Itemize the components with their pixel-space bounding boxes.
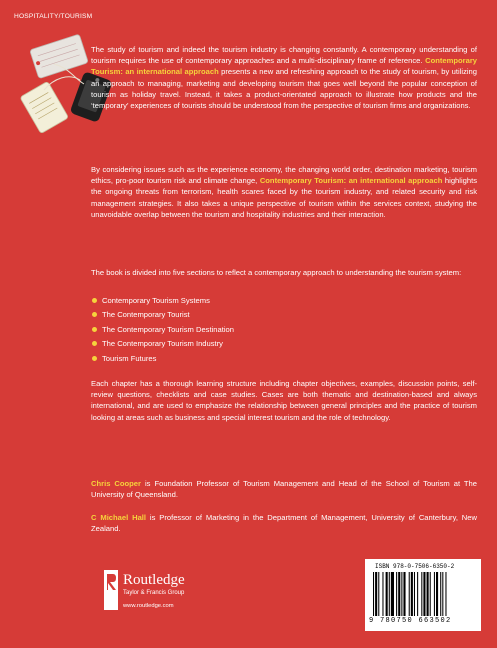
bullet-dot-icon xyxy=(92,341,97,346)
section-label: Tourism Futures xyxy=(102,353,157,363)
issues-text-before: By considering issues such as the experience economy, the changing world order, destination marketing, tourism ethics, pro-poor tourism risk and climate change, xyxy=(91,165,477,186)
bullet-dot-icon xyxy=(92,312,97,317)
author-bio-cooper xyxy=(91,478,477,500)
routledge-mark-icon xyxy=(104,570,118,610)
list-item xyxy=(91,323,391,337)
isbn-text: ISBN 978-0-7506-6350-2 xyxy=(375,563,455,570)
barcode xyxy=(365,559,481,631)
section-label: The Contemporary Tourist xyxy=(102,310,190,320)
structure-paragraph: Each chapter has a thorough learning structure including chapter objectives, examples, discussion points, self-review questions, checklists and case studies. Cases are both thematic and destination-based and always international, and are used to emphasize the relationship between general principles and the practice of tourism looking at areas such as business and special interest tourism and the role of technology. xyxy=(91,379,477,422)
author-bio-hall xyxy=(91,512,477,534)
publisher-name: Routledge xyxy=(123,572,185,588)
bullet-dot-icon xyxy=(92,356,97,361)
category-label: HOSPITALITY/TOURISM xyxy=(14,13,93,20)
barcode-bars xyxy=(373,572,473,616)
intro-paragraph xyxy=(91,44,477,111)
author-bio-text: is Professor of Marketing in the Department of Management, University of Canterbury, New Zealand. xyxy=(91,513,477,534)
bullet-dot-icon xyxy=(92,298,97,303)
list-item xyxy=(91,308,391,322)
author-name: C Michael Hall xyxy=(91,513,147,522)
sections-intro: The book is divided into five sections to reflect a contemporary approach to understanding the tourism system: xyxy=(91,268,462,277)
bullet-dot-icon xyxy=(92,327,97,332)
publisher-group: Taylor & Francis Group xyxy=(123,590,185,596)
publisher-url: www.routledge.com xyxy=(123,603,174,609)
section-label: Contemporary Tourism Systems xyxy=(102,296,210,305)
author-bio-text: is Foundation Professor of Tourism Management and Head of the School of Tourism at The University of Queensland. xyxy=(91,479,478,500)
author-name: Chris Cooper xyxy=(91,479,141,488)
publisher-logo xyxy=(104,570,224,612)
list-item xyxy=(91,352,391,366)
sections-list xyxy=(91,294,391,366)
intro-text-before: The study of tourism and indeed the tourism industry is changing constantly. A contemporary understanding of tourism requires the use of contemporary approaches and a multi-disciplinary frame of reference. xyxy=(91,45,477,66)
issues-paragraph xyxy=(91,164,477,220)
section-label: The Contemporary Tourism Destination xyxy=(102,324,234,334)
list-item xyxy=(91,337,391,351)
intro-text-after: presents a new and refreshing approach to the study of tourism, by utilizing an approach to managing, marketing and developing tourism that goes well beyond the popular conception of tourism as holiday travel. Instead, it takes a product-orientated approach to illustrate how products and the ‘temporary’ experiences of tourists should be understood from the perspective of tourism firms and organizations. xyxy=(91,67,477,111)
list-item xyxy=(91,294,391,308)
issues-text-after: highlights the ongoing threats from terrorism, health scares faced by the tourism industry, and related security and risk management strategies. It also takes a unique perspective of tourism within the services context, studying the unavoidable overlap between the tourism and hospitality industries and their interaction. xyxy=(91,176,477,219)
book-title-highlight: Contemporary Tourism: an international approach xyxy=(259,176,443,186)
section-label: The Contemporary Tourism Industry xyxy=(102,339,223,349)
book-title-highlight: Contemporary Tourism: an international approach xyxy=(91,56,477,77)
barcode-digits: 9 780750 663502 xyxy=(369,617,452,625)
